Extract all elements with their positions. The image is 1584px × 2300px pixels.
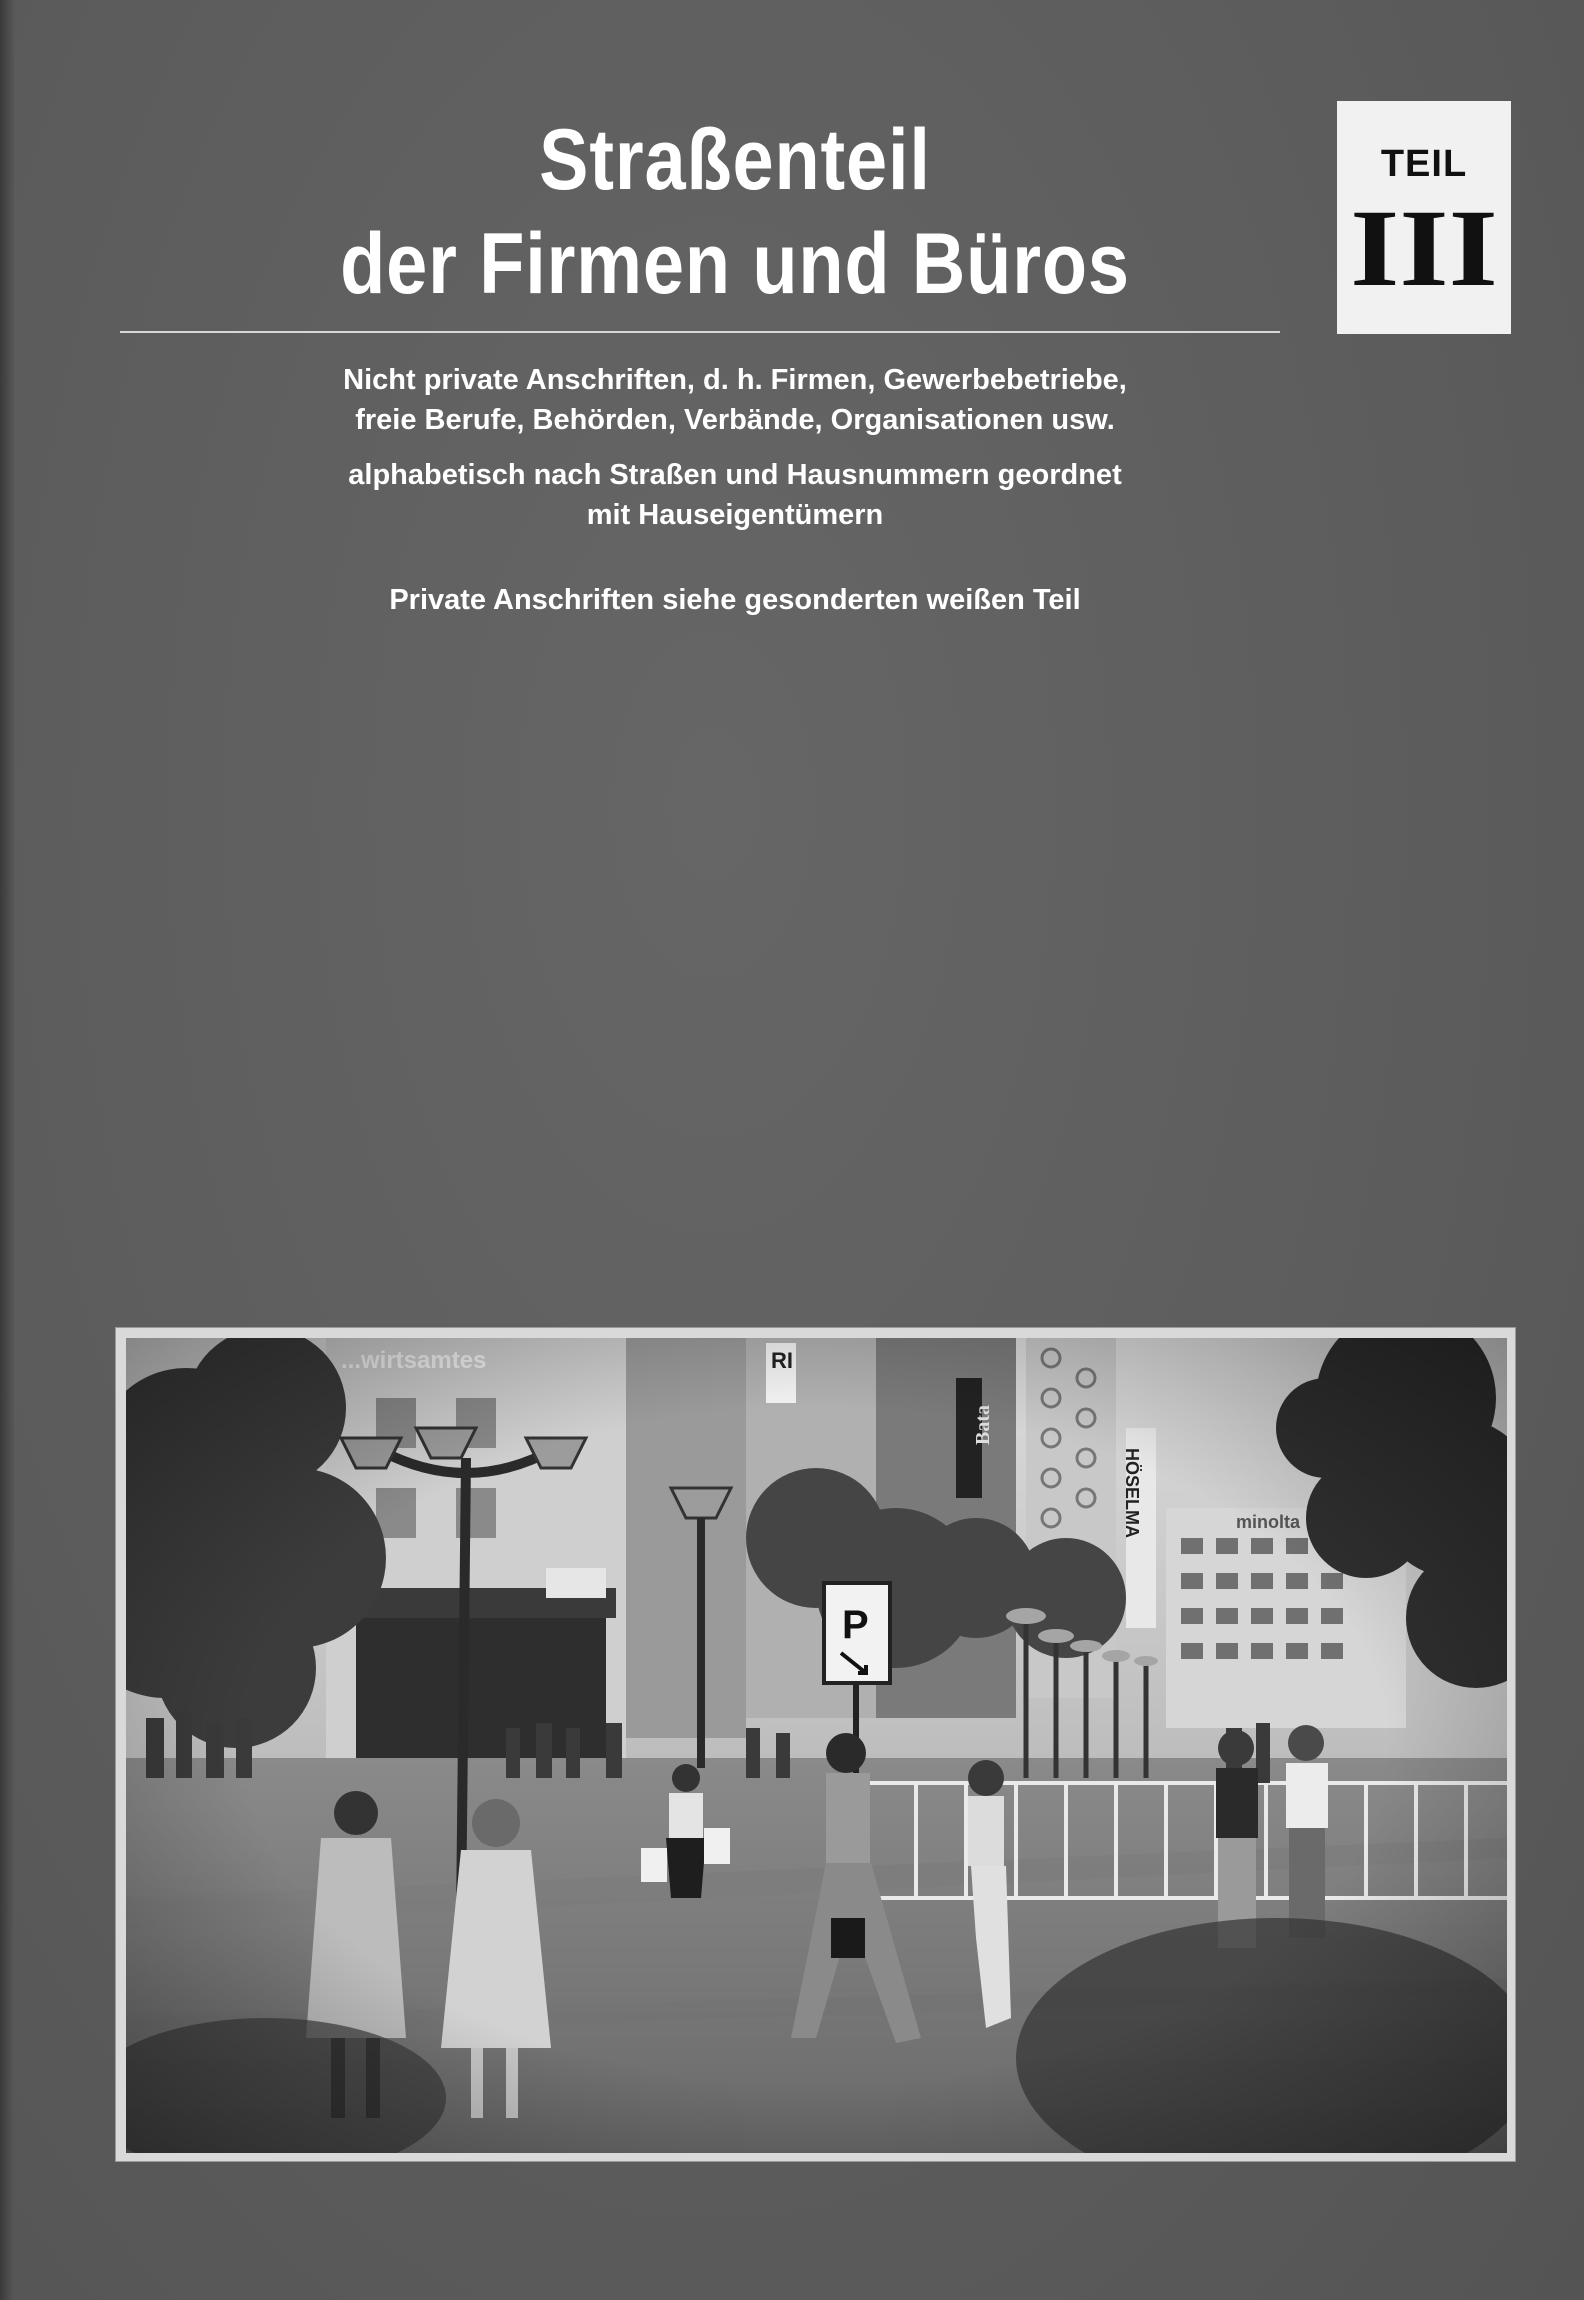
page-title — [206, 108, 1264, 316]
street-photo — [126, 1338, 1507, 2153]
description-line-2: freie Berufe, Behörden, Verbände, Organisationen usw. — [355, 404, 1115, 436]
page-edge-shadow — [0, 0, 14, 2300]
description-note — [180, 580, 1290, 620]
description-line-4: mit Hauseigentümern — [586, 499, 884, 531]
description-line-1: Nicht private Anschriften, d. h. Firmen, Gewerbebetriebe, — [343, 364, 1127, 396]
title-line-1: Straßenteil — [539, 112, 931, 208]
title-line-2: der Firmen und Büros — [340, 216, 1130, 312]
street-photo-frame — [115, 1327, 1516, 2162]
badge-label: TEIL — [1380, 143, 1468, 185]
badge-numeral: III — [1350, 187, 1498, 309]
title-divider — [120, 331, 1280, 333]
description-line-3: alphabetisch nach Straßen und Hausnummern geordnet — [348, 459, 1122, 491]
description-block-2 — [180, 455, 1290, 535]
description-line-5: Private Anschriften siehe gesonderten weißen Teil — [389, 584, 1081, 616]
description-block-1 — [180, 360, 1290, 440]
section-badge — [1337, 101, 1511, 334]
